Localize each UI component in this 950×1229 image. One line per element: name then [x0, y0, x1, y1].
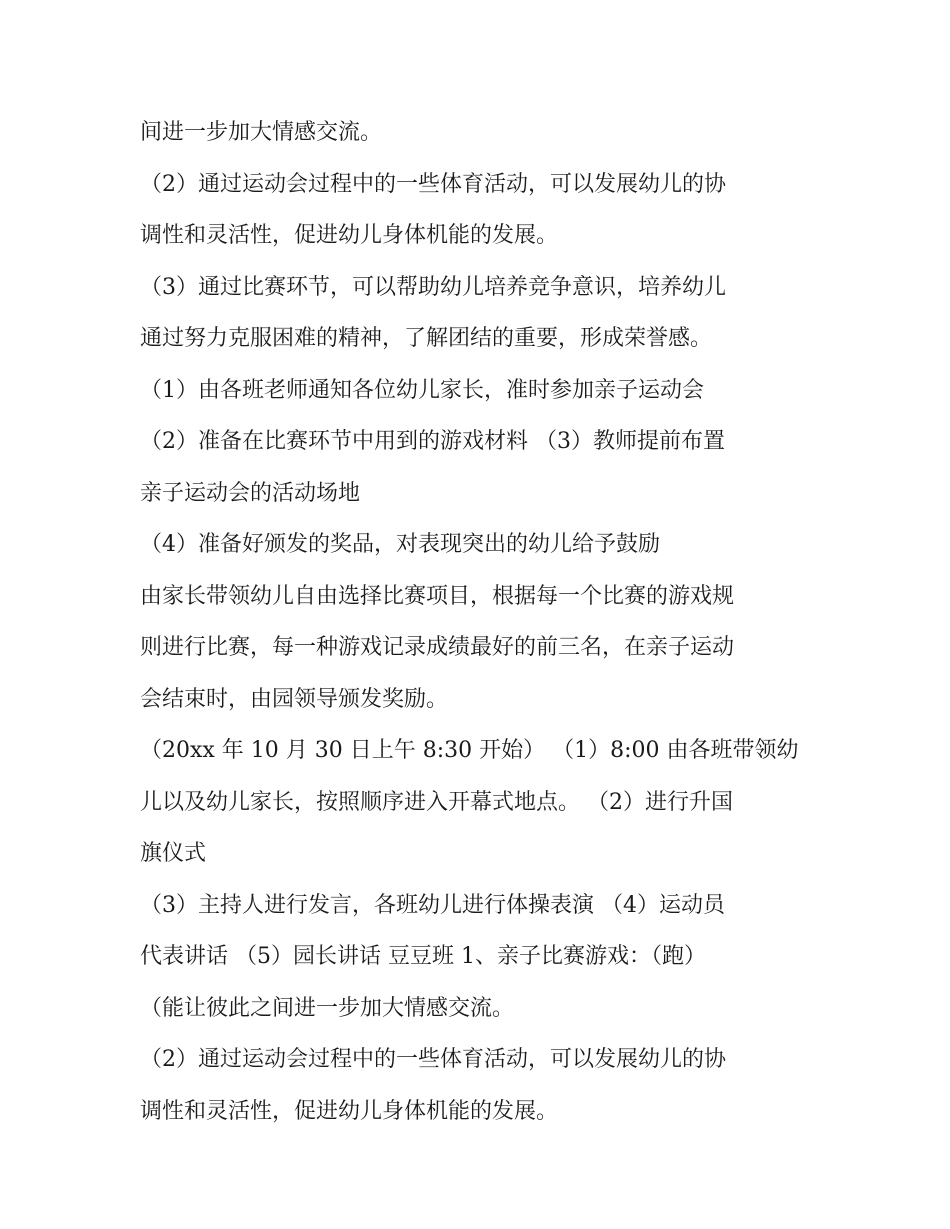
- text-line: 间进一步加大情感交流。: [140, 120, 383, 145]
- text-line: （1）由各班老师通知各位幼儿家长，准时参加亲子运动会: [140, 377, 704, 403]
- text-line: （2）通过运动会过程中的一些体育活动，可以发展幼儿的协: [140, 171, 726, 197]
- text-line: 由家长带领幼儿自由选择比赛项目，根据每一个比赛的游戏规: [140, 583, 735, 609]
- text-line: 旗仪式: [140, 841, 207, 866]
- text-line: 则进行比赛，每一种游戏记录成绩最好的前三名，在亲子运动: [140, 635, 735, 660]
- text-line: 通过努力克服困难的精神，了解团结的重要，形成荣誉感。: [140, 326, 713, 351]
- text-line: 调性和灵活性，促进幼儿身体机能的发展。: [140, 1098, 559, 1124]
- text-line: （3）通过比赛环节，可以帮助幼儿培养竞争意识，培养幼儿: [140, 274, 726, 300]
- document-body: [140, 107, 830, 1137]
- text-line: 会结束时，由园领导颁发奖励。: [140, 686, 449, 712]
- text-line: （2）通过运动会过程中的一些体育活动，可以发展幼儿的协: [140, 1047, 726, 1072]
- text-line: 代表讲话 （5）园长讲话 豆豆班 1、亲子比赛游戏：（跑）: [140, 944, 706, 969]
- text-line: 儿以及幼儿家长，按照顺序进入开幕式地点。 （2）进行升国: [140, 789, 733, 815]
- text-line: 亲子运动会的活动场地: [140, 480, 361, 506]
- text-line: （3）主持人进行发言，各班幼儿进行体操表演 （4）运动员: [140, 892, 725, 918]
- text-line: （2）准备在比赛环节中用到的游戏材料 （3）教师提前布置: [140, 429, 725, 454]
- text-line: （能让彼此之间进一步加大情感交流。: [140, 995, 515, 1021]
- text-line: （20xx 年 10 月 30 日上午 8:30 开始） （1）8:00 由各班带领幼: [140, 738, 799, 763]
- text-line: （4）准备好颁发的奖品，对表现突出的幼儿给予鼓励: [140, 532, 660, 557]
- text-line: 调性和灵活性，促进幼儿身体机能的发展。: [140, 223, 559, 248]
